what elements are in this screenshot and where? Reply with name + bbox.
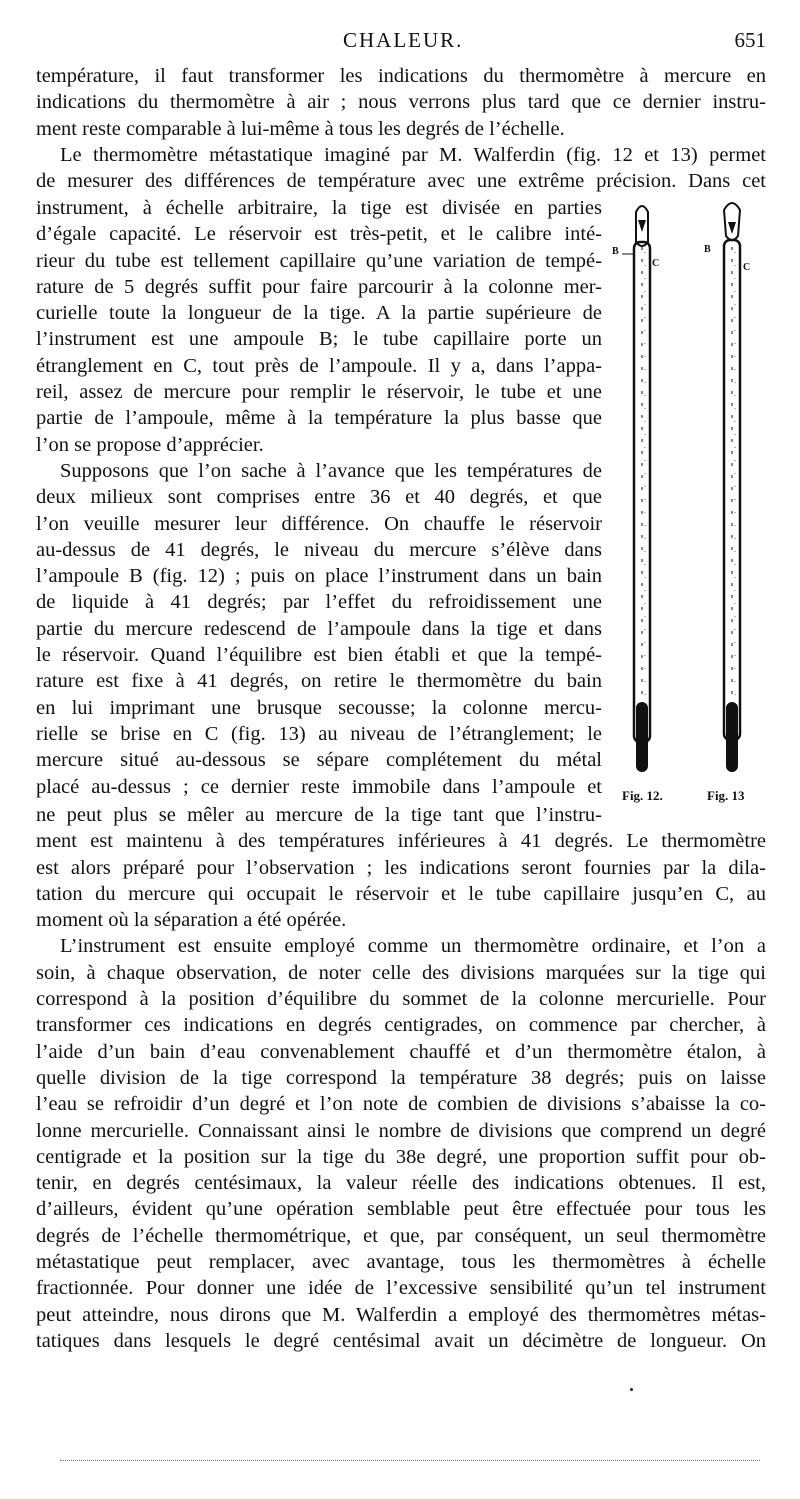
text-block-top bbox=[36, 63, 766, 194]
text-line: lonne mercurielle. Connaissant ainsi le nombre de divisions que comprend un degré bbox=[36, 1119, 766, 1142]
text-line: degrés de l’échelle thermométrique, et que, par conséquent, un seul thermomètre bbox=[36, 1224, 766, 1247]
text-line: rature de 5 degrés suffit pour faire parcourir à la colonne mer- bbox=[36, 275, 602, 298]
text-line: étranglement en C, tout près de l’ampoule. Il y a, dans l’appa- bbox=[36, 354, 602, 377]
thermometer-fig13 bbox=[702, 192, 762, 782]
text-line: L’instrument est ensuite employé comme un thermomètre ordinaire, et l’on a bbox=[60, 935, 766, 958]
text-line: fractionnée. Pour donner une idée de l’excessive sensibilité qu’un tel instrument bbox=[36, 1277, 766, 1300]
text-line: rieur du tube est tellement capillaire qu’une variation de tempé- bbox=[36, 249, 602, 272]
print-speck bbox=[630, 1388, 633, 1391]
label-b-fig12: B bbox=[612, 246, 619, 257]
text-line: partie de l’ampoule, même à la température la plus basse que bbox=[36, 407, 602, 430]
text-line: peut atteindre, nous dirons que M. Walferdin a employé des thermomètres métas- bbox=[36, 1303, 766, 1326]
text-line: l’instrument est une ampoule B; le tube capillaire porte un bbox=[36, 328, 602, 351]
text-line: l’on se propose d’apprécier. bbox=[36, 433, 264, 456]
text-line: rielle se brise en C (fig. 13) au niveau de l’étranglement; le bbox=[36, 722, 602, 745]
running-header bbox=[0, 28, 800, 58]
thermometer-fig12 bbox=[612, 192, 672, 782]
text-line: moment où la séparation a été opérée. bbox=[36, 909, 347, 932]
thermometer-figures bbox=[612, 192, 782, 812]
text-line: Supposons que l’on sache à l’avance que les températures de bbox=[60, 459, 602, 482]
text-line: tation du mercure qui occupait le réservoir et le tube capillaire jusqu’en C, au bbox=[36, 882, 766, 905]
text-line: tenir, en degrés centésimaux, la valeur réelle des indications obtenues. Il est, bbox=[36, 1172, 766, 1195]
label-c-fig12: C bbox=[652, 258, 660, 269]
text-line: de mesurer des différences de température avec une extrême précision. Dans cet bbox=[36, 170, 766, 193]
text-line: indications du thermomètre à air ; nous verrons plus tard que ce dernier instru- bbox=[36, 91, 766, 114]
text-line: Le thermomètre métastatique imaginé par M. Walferdin (fig. 12 et 13) permet bbox=[60, 143, 766, 166]
text-line: rature est fixe à 41 degrés, on retire le thermomètre du bain bbox=[36, 670, 602, 693]
page-number: 651 bbox=[734, 28, 766, 52]
text-line: transformer ces indications en degrés centigrades, on commence par chercher, à bbox=[36, 1014, 766, 1037]
bottom-print-artifact bbox=[60, 1460, 760, 1461]
text-line: mercure situé au-dessous se sépare complétement du métal bbox=[36, 749, 602, 772]
text-line: curielle toute la longueur de la tige. A la partie supérieure de bbox=[36, 302, 602, 325]
running-title: CHALEUR. bbox=[343, 28, 464, 52]
text-line: instrument, à échelle arbitraire, la tige est divisée en parties bbox=[36, 197, 602, 219]
text-line: placé au-dessus ; ce dernier reste immobile dans l’ampoule et bbox=[36, 775, 602, 798]
text-line: est alors préparé pour l’observation ; les indications seront fournies par la dila- bbox=[36, 856, 766, 879]
text-line: au-dessus de 41 degrés, le niveau du mercure s’élève dans bbox=[36, 538, 602, 561]
text-line: le réservoir. Quand l’équilibre est bien établi et que la tempé- bbox=[36, 644, 602, 667]
text-line: d’égale capacité. Le réservoir est très-petit, et le calibre inté- bbox=[36, 223, 602, 246]
text-line: reil, assez de mercure pour remplir le réservoir, le tube et une bbox=[36, 381, 602, 404]
text-line: métastatique peut remplacer, avec avantage, tous les thermomètres à échelle bbox=[36, 1251, 766, 1274]
text-line: l’aide d’un bain d’eau convenablement chauffé et d’un thermomètre étalon, à bbox=[36, 1040, 766, 1063]
text-line: température, il faut transformer les indications du thermomètre à mercure en bbox=[36, 65, 766, 87]
text-line: partie du mercure redescend de l’ampoule dans la tige et dans bbox=[36, 617, 602, 640]
text-block-wrap bbox=[36, 195, 602, 800]
text-line: l’ampoule B (fig. 12) ; puis on place l’instrument dans un bain bbox=[36, 565, 602, 588]
label-c-fig13: C bbox=[743, 262, 751, 273]
text-line: correspond à la position d’équilibre du sommet de la colonne mercurielle. Pour bbox=[36, 988, 766, 1011]
fig13-caption: Fig. 13 bbox=[707, 788, 745, 803]
text-line: quelle division de la tige correspond la température 38 degrés; puis on laisse bbox=[36, 1066, 766, 1089]
text-block-bottom bbox=[36, 802, 766, 1354]
text-line: ment reste comparable à lui-même à tous les degrés de l’échelle. bbox=[36, 117, 565, 140]
text-line: l’on veuille mesurer leur différence. On chauffe le réservoir bbox=[36, 512, 602, 535]
text-line: d’ailleurs, évident qu’une opération semblable peut être effectuée pour tous les bbox=[36, 1198, 766, 1221]
text-line: en lui imprimant une brusque secousse; la colonne mercu- bbox=[36, 696, 602, 719]
fig12-caption: Fig. 12. bbox=[622, 788, 663, 803]
text-line: de liquide à 41 degrés; par l’effet du refroidissement une bbox=[36, 591, 602, 614]
text-line: deux milieux sont comprises entre 36 et 40 degrés, et que bbox=[36, 486, 602, 509]
text-line: centigrade et la position sur la tige du 38e degré, une proportion suffit pour ob- bbox=[36, 1145, 766, 1168]
text-line: ment est maintenu à des températures inférieures à 41 degrés. Le thermomètre bbox=[36, 830, 766, 853]
text-line: ne peut plus se mêler au mercure de la tige tant que l’instru- bbox=[36, 804, 602, 826]
text-line: soin, à chaque observation, de noter celle des divisions marquées sur la tige qui bbox=[36, 961, 766, 984]
text-line: l’eau se refroidir d’un degré et l’on note de combien de divisions s’abaisse la co- bbox=[36, 1093, 766, 1116]
text-line: tatiques dans lesquels le degré centésimal avait un décimètre de longueur. On bbox=[36, 1329, 766, 1352]
label-b-fig13: B bbox=[704, 244, 711, 255]
